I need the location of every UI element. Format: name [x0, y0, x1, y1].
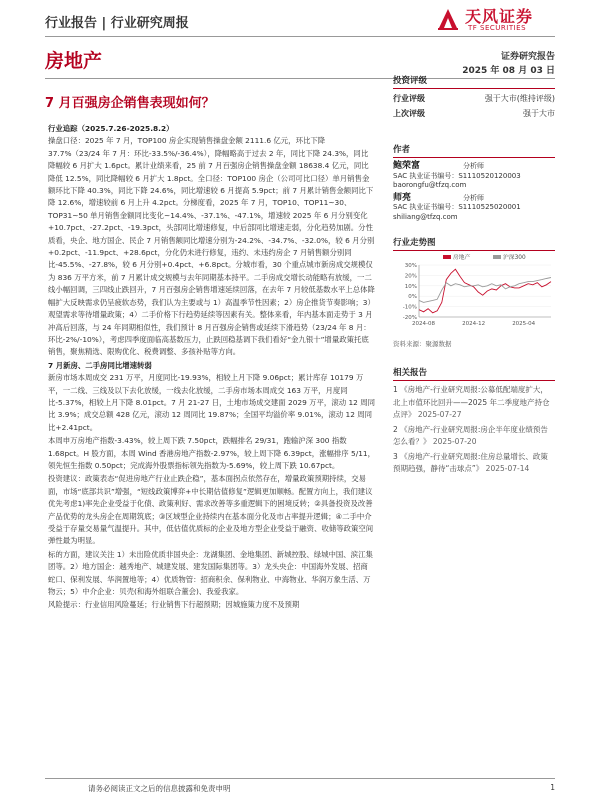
related-item-title[interactable]: 2 《房地产-行业研究周报:房企半年度业绩预告怎么看？》 — [393, 424, 548, 446]
x-tick-label: 2025-04 — [512, 321, 536, 327]
related-item[interactable] — [393, 384, 555, 422]
author-cert: SAC 执业证书编号：S1110520120003 — [393, 171, 521, 180]
related-item-title[interactable]: 3 《房地产-行业研究周报:住房总量增长、政策预期趋强，静待“击球点”》 — [393, 451, 548, 473]
related-item-date: 2025-07-27 — [417, 410, 462, 419]
section-heading: 7 月新房、二手房同比增速转弱 — [48, 360, 152, 370]
header-rule — [45, 36, 555, 37]
trend-chart — [393, 251, 555, 333]
rating-row — [393, 93, 555, 104]
rating-label: 行业评级 — [393, 94, 425, 103]
x-tick-label: 2024-08 — [412, 321, 436, 327]
sidebar — [393, 74, 555, 476]
rating-value: 强于大市(维持评级) — [484, 94, 555, 103]
legend-label: 房地产 — [453, 255, 471, 261]
rating-row — [393, 108, 555, 119]
page-number: 1 — [550, 783, 555, 792]
author-email[interactable]: baorongfu@tfzq.com — [393, 181, 467, 189]
legend-label: 沪深300 — [503, 255, 526, 261]
footer-rule — [45, 778, 555, 779]
paragraph-risk: 风险提示：行业信用风险蔓延；行业销售下行超预期；因城施策力度不及预期 — [48, 600, 300, 610]
related-item-title[interactable]: 1 《房地产-行业研究周报:公募低配端度扩大，北上市值环比回升——2025 年二季度地产持仓点评》 — [393, 385, 550, 419]
rating-label: 上次评级 — [393, 109, 425, 118]
rating-heading: 投资评级 — [393, 74, 555, 89]
author-block — [393, 194, 555, 223]
y-tick-label: -20% — [402, 315, 417, 321]
y-tick-label: 0% — [408, 294, 417, 301]
section-heading: 行业追踪（2025.7.26-2025.8.2） — [48, 124, 174, 133]
paragraph-index: 本周申万房地产指数-3.43%，较上周下跌 7.50pct，跌幅排名 29/31，跑输沪深 300 指数 1.68pct。H 股方面，本周 Wind 香港房地产指数-2.97%，较上周下降 6.39pct，涨幅排序 5/11，领先恒生指数 0.50pct；完成海外股票指标领先指数为-5.69%，较上周下跌 10.67pct。 — [48, 436, 375, 470]
paragraph-investment-advice: 投资建议：政策表态“促进房地产行业止跌企稳”，基本面拐点依然存在，增量政策预期持续，交易面，市场“底部共识”增强，“短线政策博弈+中长期估值修复”逻辑更加顺畅。配置方向上，我们建议优先考虑1)率先企业受益于化债、政策利好、需求改善等多重逻辑下的困境反转；②具备投资及改善产品优势的龙头房企在周期筑底；③区域型企业持续内在基本面分化及市占率提升逻辑；④二手中介受益于存量交易量气温提升。其中，低估值优质标的企业及地方型企业受益于融资、收储等政策空间弹性最为明显。 — [48, 474, 374, 546]
author-role: 分析师 — [463, 193, 484, 202]
page-header — [45, 8, 555, 34]
legend-swatch — [443, 255, 451, 259]
brand-name: 天风证券 — [465, 7, 534, 26]
author-email[interactable]: shiliang@tfzq.com — [393, 212, 458, 221]
related-item-date: 2025-07-14 — [485, 464, 530, 473]
related-item[interactable] — [393, 451, 555, 476]
rating-value: 强于大市 — [523, 109, 555, 118]
paragraph-market-data: 新房市场本周成交 231 万平，月度同比-19.93%，相较上月下降 9.06pct；累计库存 10179 万平，一二线、三线及以下去化放缓，一线去化放缓，二手房市场本周成交 163 万平，月度同比-5.37%，相较上月下降 8.01pct。7 月 21-27 日，土地市场成交建面 2029 万平，滚动 12 周同比 3.9%；成交总额 428 亿元，滚动 12 周同比 19.87%；全国平均溢价率 9.01%，滚动 12 周同比+2.41pct。 — [48, 373, 375, 432]
author-name: 鲍荣富 — [393, 161, 421, 171]
author-cert: SAC 执业证书编号：S1110525020001 — [393, 203, 521, 211]
brand-name-en: TF SECURITIES — [468, 24, 527, 32]
x-tick-label: 2024-12 — [462, 321, 486, 327]
related-item-date: 2025-07-20 — [432, 437, 477, 446]
trend-chart-svg — [393, 251, 555, 333]
report-title: 7 月百强房企销售表现如何？ — [45, 96, 215, 111]
legend-swatch — [493, 255, 501, 259]
y-tick-label: 20% — [404, 273, 417, 280]
authors-heading: 作者 — [393, 143, 555, 158]
report-type: 证券研究报告 — [500, 52, 555, 62]
related-heading: 相关报告 — [393, 366, 555, 381]
sector-title: 房地产 — [45, 50, 103, 72]
paragraph-industry-tracking: 操盘口径：2025 年 7 月，TOP100 房企实现销售操盘金额 2111.6 亿元，环比下降 37.7%（23/24 年 7 月：环比-33.5%/-36.4%），降幅略高于过去 2 年，同比下降 24.3%，同比降幅较 6 月扩大 1.6pct。累计业绩来看，25 前 7 月百强房企销售操盘金额 18638.4 亿元，同比降低 12.5%，同比降幅较 6 月扩大 1.8pct。全口径：TOP100 房企（公司可比口径）单月销售金额环比下降 40.3%，同比下降 24.6%，同比增速较 6 月提高 5.9pct；前 7 月累计销售金额同比下降 12.6%，增速较前 6 月上升 4.2pct。分梯度看，2025 年 7 月，TOP10、TOP11~30、TOP31~50 单月销售金额同比变化~14.4%、-37.1%、-47.1%，增速较 2025 年 6 月分别变化+10.7pct、-27.2pct、-19.3pct，头部同比增速修复，中后部同比增速走弱，分化趋势加剧。分性质看，央企、地方国企、民企 7 月销售额同比增速分别为-24.2%、-34.7%、-32.0%，较 6 月分别+0.2pct、-11.9pct、+28.6pct，分化仍未进行修复，违约、未违约房企 7 月销售额分别同比-45.5%、-27.8%，较 6 月分别+0.4pct、+6.8pct。分城市看，30 个重点城市新房成交规模仅为 836 万平方米，前 7 月累计成交规模与去年同期基本持平。二手房成交增长动能略有放缓，一二线小幅回调，三四线止跌回升，7 月百强房企销售增速延续回落，在去年 7 月较低基数水平上总体降幅扩大反映需求仍呈疲软态势，我们认为主要或与 1）高温季节性因素；2）房企推货节奏影响；3）观望需求等待增量政策；4）二手价格下行趋势延续等因素有关。整体来看，年内基本面走势于 3 月冲高后回落，与 24 年同期相似性，我们预计 8 月百强房企销售或延续下滑趋势（23/24 年 8 月：环比-2%/-10%），考虑四季度面临高基数压力，止跌回稳基调下我们看好“金九银十”增量政策托底销售，聚焦精选、限购优化、税费调整、多孩补贴等方向。 — [48, 136, 375, 357]
main-body — [48, 122, 375, 613]
trend-heading: 行业走势图 — [393, 236, 555, 251]
author-block — [393, 162, 555, 191]
y-tick-label: -10% — [402, 304, 417, 311]
y-tick-label: 10% — [404, 283, 417, 290]
series-line-property — [419, 269, 551, 313]
report-date: 2025 年 08 月 03 日 — [462, 66, 555, 76]
paragraph-targets: 标的方面，建议关注 1）未出险优质非国央企：龙湖集团、金地集团、新城控股、绿城中国、滨江集团等。2）地方国企：越秀地产、城建发展、建发国际集团等。3）龙头央企：中国海外发展、招商蛇口、保利发展、华润置地等；4）优质物管：招商积余、保利物业、中海物业、华润万象生活、万物云；5）中介企业：贝壳(和海外组联合董会)、我爱我家。 — [48, 549, 373, 597]
breadcrumb: 行业报告 | 行业研究周报 — [45, 16, 189, 31]
chart-source: 资料来源：聚源数据 — [393, 340, 452, 348]
brand-logo — [435, 4, 555, 40]
author-role: 分析师 — [463, 162, 484, 170]
related-item[interactable] — [393, 424, 555, 449]
related-list — [393, 384, 555, 476]
series-line-csi300 — [419, 278, 551, 303]
tianfeng-logo-icon — [435, 6, 461, 32]
footer-disclaimer: 请务必阅读正文之后的信息披露和免责申明 — [88, 784, 231, 793]
author-name: 师亮 — [393, 192, 412, 203]
y-tick-label: 30% — [404, 263, 417, 269]
